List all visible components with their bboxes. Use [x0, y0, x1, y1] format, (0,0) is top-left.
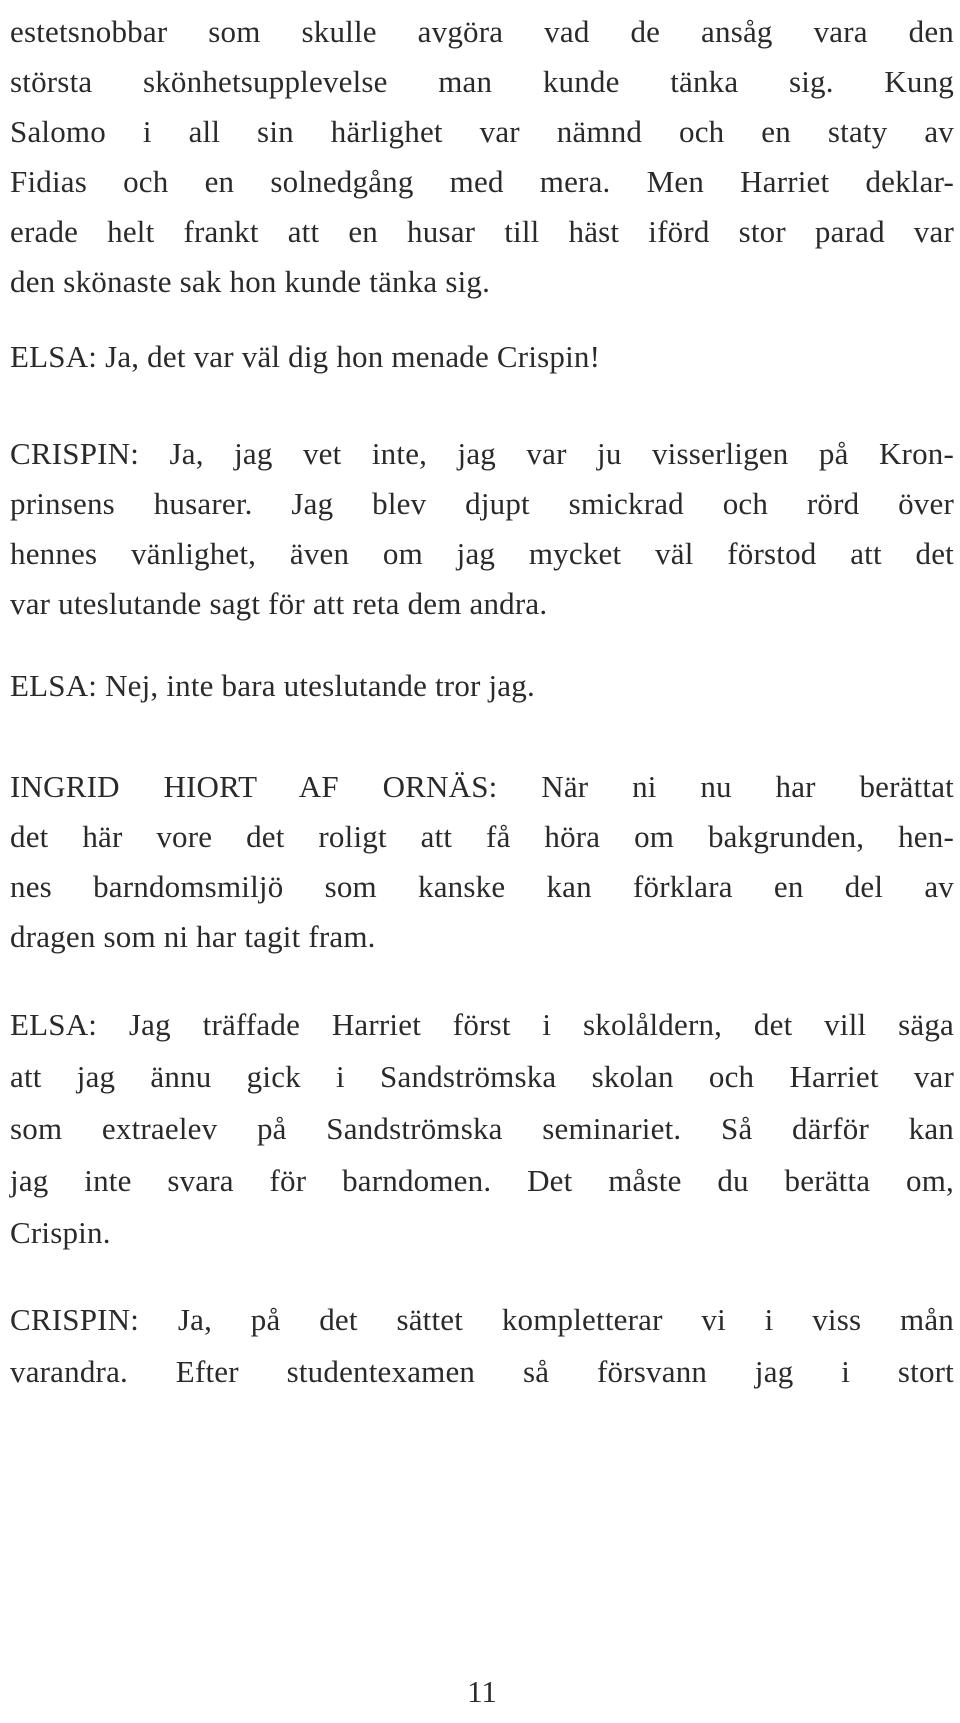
- document-page: [10, 0, 954, 1723]
- text-line: dragen som ni har tagit fram.: [10, 919, 376, 954]
- text-line: Fidias och en solnedgång med mera. Men Harriet deklar-: [10, 164, 954, 199]
- text-line: jag inte svara för barndomen. Det måste du berätta om,: [10, 1163, 954, 1198]
- text-line: att jag ännu gick i Sandströmska skolan och Harriet var: [10, 1059, 954, 1094]
- text-line: ELSA: Jag träffade Harriet först i skolåldern, det vill säga: [10, 1007, 954, 1042]
- text-line: den skönaste sak hon kunde tänka sig.: [10, 264, 491, 299]
- text-line: ELSA: Ja, det var väl dig hon menade Crispin!: [10, 339, 601, 374]
- text-line: hennes vänlighet, även om jag mycket väl förstod att det: [10, 536, 954, 571]
- text-line: ELSA: Nej, inte bara uteslutande tror jag.: [10, 668, 535, 703]
- text-line: CRISPIN: Ja, på det sättet kompletterar vi i viss mån: [10, 1302, 954, 1337]
- text-line: varandra. Efter studentexamen så försvann jag i stort: [10, 1354, 954, 1389]
- text-line: CRISPIN: Ja, jag vet inte, jag var ju visserligen på Kron-: [10, 436, 954, 471]
- text-line: var uteslutande sagt för att reta dem andra.: [10, 586, 548, 621]
- text-line: nes barndomsmiljö som kanske kan förklara en del av: [10, 869, 954, 904]
- text-line: erade helt frankt att en husar till häst iförd stor parad var: [10, 214, 954, 249]
- text-line: Salomo i all sin härlighet var nämnd och en staty av: [10, 114, 954, 149]
- text-line: som extraelev på Sandströmska seminariet. Så därför kan: [10, 1111, 954, 1146]
- text-line: prinsens husarer. Jag blev djupt smickrad och rörd över: [10, 486, 954, 521]
- text-line: INGRID HIORT AF ORNÄS: När ni nu har berättat: [10, 769, 954, 804]
- text-line: det här vore det roligt att få höra om bakgrunden, hen-: [10, 819, 954, 854]
- text-line: Crispin.: [10, 1215, 111, 1250]
- text-line: största skönhetsupplevelse man kunde tänka sig. Kung: [10, 64, 954, 99]
- page-number: 11: [467, 1674, 497, 1709]
- text-line: estetsnobbar som skulle avgöra vad de ansåg vara den: [10, 14, 954, 49]
